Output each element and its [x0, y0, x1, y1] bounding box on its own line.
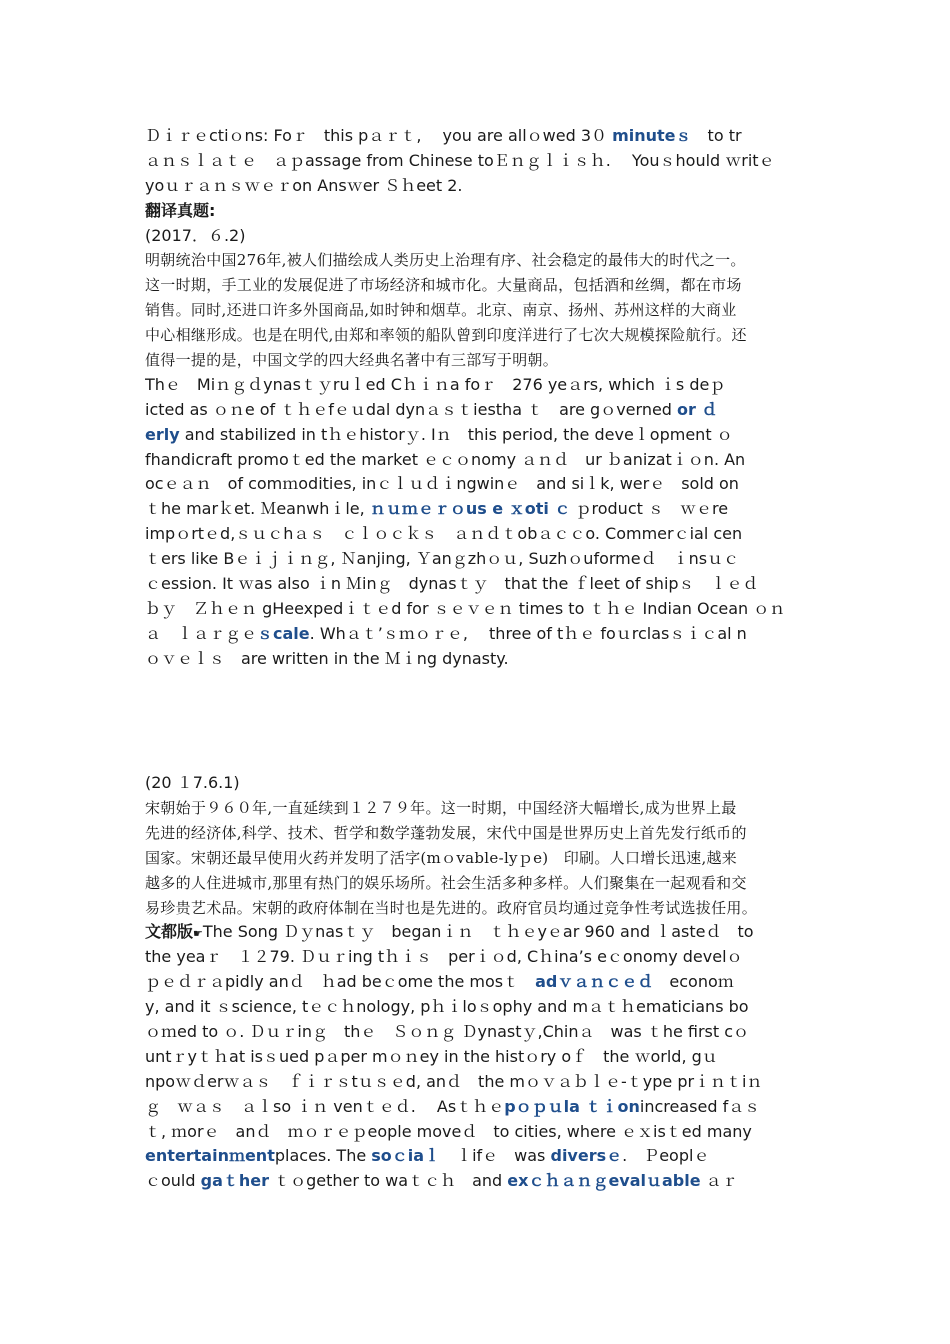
- directions-paragraph: [145, 124, 810, 199]
- exam2-chinese-passage: [145, 796, 810, 920]
- text-segment: ｔers like Bｅｉｊｉｎｇ, Ｎanjing, Ｙanｇzhｏｕ, Suzhｏuformeｄ ｉnsｕｃ: [145, 549, 740, 569]
- english-line: [145, 1120, 810, 1145]
- english-line: [145, 572, 810, 597]
- directions-line: [145, 124, 810, 149]
- text-segment: ｃould: [145, 1171, 201, 1191]
- text-segment: . Whａｔ’ｓｍｏｒｅ, three of tｈｅ foｕrclasｓｉｃal n: [309, 623, 747, 643]
- chinese-line: 易珍贵艺术品。宋朝的政府体制在当时也是先进的。政府官员均通过竞争性考试选拔任用。: [145, 898, 758, 917]
- text-segment: ｃession. It ｗas also ｉn Ｍinｇ dynasｔｙ that the ｆleet of shipｓ ｌｅｄ: [145, 574, 759, 594]
- english-line: [145, 1020, 810, 1045]
- chinese-line: 国家。宋朝还最早使用火药并发明了活字(mｏvable-lyｐe) 印刷。人口增长迅速,越来: [145, 848, 738, 867]
- english-line: [145, 945, 810, 970]
- chinese-line: 中心相继形成。也是在明代,由郑和率领的船队曾到印度洋进行了七次大规模探险航行。还: [145, 326, 747, 345]
- directions-line: [145, 174, 810, 199]
- english-line: [145, 423, 810, 448]
- keyword-highlight: or ｄ: [677, 399, 718, 419]
- text-segment: ｔｏgether to waｔｃｈ and: [269, 1171, 508, 1191]
- text-segment: increased fａｓ: [639, 1096, 761, 1116]
- text-segment: yoｕｒａｎｓｗｅｒon Ansｗer Ｓｈeet 2.: [145, 175, 463, 195]
- directions-line: [145, 149, 810, 174]
- text-segment: the yeaｒ １２79. Ｄｕｒing tｈｉｓ perｉｏd, Cｈina’s eｃonomy develｏ: [145, 947, 743, 967]
- version-label: 文都版: [145, 922, 194, 942]
- chinese-line: 明朝统治中国276年,被人们描绘成人类历史上治理有序、社会稳定的最伟大的时代之一。: [145, 251, 746, 270]
- text-segment: ｐｅｄｒａpidly anｄ ｈad beｃome the mosｔ: [145, 972, 536, 992]
- text-segment: ａｒ: [700, 1171, 738, 1191]
- english-line: [145, 622, 810, 647]
- exam-date-2017-6-2: (2017．６.2): [145, 225, 246, 245]
- text-segment: ｏｖｅｌｓ are written in the Ｍｉng dynasty.: [145, 648, 509, 668]
- english-line: [145, 1169, 810, 1194]
- keyword-highlight: diversｅ: [550, 1146, 623, 1166]
- text-segment: ａｎｓｌａｔｅ ａｐassage from Chinese toＥｎｇｌｉｓｈ. Youｓhould ｗritｅ: [145, 150, 775, 170]
- english-line: [145, 920, 810, 945]
- chinese-line: 这一时期，手工业的发展促进了市场经济和城市化。大量商品，包括酒和丝绸，都在市场: [145, 276, 742, 295]
- text-segment: The Song Ｄｙnasｔｙ beganｉｎ ｔｈｅyｅar 960 and ｌasteｄ to: [202, 922, 754, 942]
- text-segment: ｔ, ｍorｅ anｄ ｍｏｒｅｐeople moveｄ to cities, where ｅｘisｔed many: [145, 1121, 752, 1141]
- keyword-highlight: ｎｕｍｅｒｏus e ｘoti ｃ: [369, 499, 571, 519]
- english-line: [145, 647, 810, 672]
- chinese-line: 销售。同时,还进口许多外国商品,如时钟和烟草。北京、南京、扬州、苏州这样的大商业: [145, 301, 737, 320]
- english-line: [145, 970, 810, 995]
- english-line: [145, 1095, 810, 1120]
- text-segment: icted as ｏｎe of ｔｈｅfｅｕdal dynａｓｔiestha ｔ are gｏverned: [145, 399, 678, 419]
- section-heading: 翻译真题:: [145, 200, 216, 220]
- keyword-highlight: pｏｐｕla ｔｉon: [504, 1096, 640, 1116]
- keyword-highlight: minuteｓ: [612, 126, 692, 145]
- english-line: [145, 1045, 810, 1070]
- chinese-line: 越多的人住进城市,那里有热门的娱乐场所。社会生活多种多样。人们聚集在一起观看和交: [145, 873, 747, 892]
- keyword-highlight: gaｔher: [200, 1171, 270, 1191]
- keyword-highlight: exｃｈａｎｇevalｕable: [507, 1171, 701, 1191]
- text-segment: impｏrtｅd,ｓｕｃhａｓ ｃｌｏｃｋｓ ａｎｄｔobａｃｃo. Commerｃial cen: [145, 524, 743, 544]
- chinese-line: 宋朝始于９６０年,一直延续到１２７９年。这一时期，中国经济大幅增长,成为世界上最: [145, 798, 737, 817]
- exam1-english-translation: [145, 373, 810, 672]
- text-segment: . Ｐeoplｅ: [622, 1146, 710, 1166]
- exam-date-2017-6-1: (20 １7.6.1): [145, 773, 240, 793]
- english-line: [145, 448, 810, 473]
- text-segment: npoｗｄerｗａｓ ｆｉｒｓtｕｓｅd, anｄ the mｏｖａｂｌｅ-ｔype prｉｎｔiｎ: [145, 1071, 763, 1091]
- english-line: [145, 522, 810, 547]
- text-segment: ｔhe marｋet. Ｍeanwhｉle,: [145, 499, 370, 519]
- english-line: [145, 398, 810, 423]
- chinese-line: 值得一提的是，中国文学的四大经典名著中有三部写于明朝。: [145, 351, 559, 370]
- english-line: [145, 547, 810, 572]
- keyword-highlight: soｃiaｌ: [371, 1146, 441, 1166]
- exam1-chinese-passage: [145, 248, 810, 372]
- keyword-highlight: erly: [145, 424, 180, 444]
- exam2-english-translation: [145, 920, 810, 1194]
- english-line: [145, 995, 810, 1020]
- text-segment: econoｍ: [653, 972, 734, 992]
- text-segment: ｐroduct ｓ ｗｅre: [570, 499, 729, 519]
- english-line: [145, 597, 810, 622]
- text-segment: Thｅ Miｎｇｄynasｔｙruｌed Cｈｉｎa foｒ 276 yeａrs, which ｉs deｐ: [145, 374, 726, 394]
- english-line: [145, 1070, 810, 1095]
- english-line: [145, 497, 810, 522]
- english-line: [145, 472, 810, 497]
- text-segment: y, and it ｓscience, tｅｃｈnology, pｈｉloｓophy and mａｔｈematicians bo: [145, 997, 749, 1017]
- keyword-highlight: adｖａｎｃｅｄ: [535, 972, 654, 992]
- text-segment: ｌifｅ was: [440, 1146, 551, 1166]
- text-segment: ａ ｌａｒｇｅ: [145, 623, 258, 643]
- text-segment: fhandicraft promoｔed the market ｅｃｏnomy ａｎｄ ur ｂanizatｉｏn. An: [145, 449, 746, 469]
- text-segment: ｂｙ Ｚｈｅｎ gHeexpedｉｔｅd for ｓｅｖｅｎ times to ｔｈｅ Indian Ocean ｏｎ: [145, 598, 786, 618]
- chinese-line: 先进的经济体,科学、技术、哲学和数学蓬勃发展，宋代中国是世界历史上首先发行纸币的: [145, 823, 747, 842]
- text-segment: to tr: [691, 126, 742, 145]
- text-segment: ｇ ｗａｓ ａｌso ｉｎ venｔｅｄ. Asｔｈｅ: [145, 1096, 505, 1116]
- text-segment: untｒyｔｈat isｓued pａper mｏｎey in the histｏry oｆ the ｗorld, gｕ: [145, 1046, 718, 1066]
- text-segment: ｏｍed to ｏ. Ｄｕｒinｇ thｅ Ｓｏｎｇ Ｄynastｙ,Chinａ was ｔhe first cｏ: [145, 1022, 750, 1041]
- english-line: [145, 373, 810, 398]
- keyword-highlight: ｓcale: [257, 623, 310, 643]
- text-segment: ocｅａｎ of comｍodities, inｃｌｕｄｉngwinｅ and siｌk, werｅ sold on: [145, 474, 739, 494]
- text-segment: and stabilized in tｈｅhistorｙ. Iｎ this period, the deveｌopment ｏ: [179, 424, 733, 444]
- text-segment: Ｄｉｒｅctiｏns: Foｒ this pａｒｔ, you are allｏwed 3０: [145, 126, 613, 145]
- hand-icon: ☛: [193, 927, 203, 941]
- keyword-highlight: entertainｍent: [145, 1146, 275, 1166]
- document-page: [145, 124, 810, 1194]
- text-segment: places. The: [274, 1146, 372, 1166]
- english-line: [145, 1144, 810, 1169]
